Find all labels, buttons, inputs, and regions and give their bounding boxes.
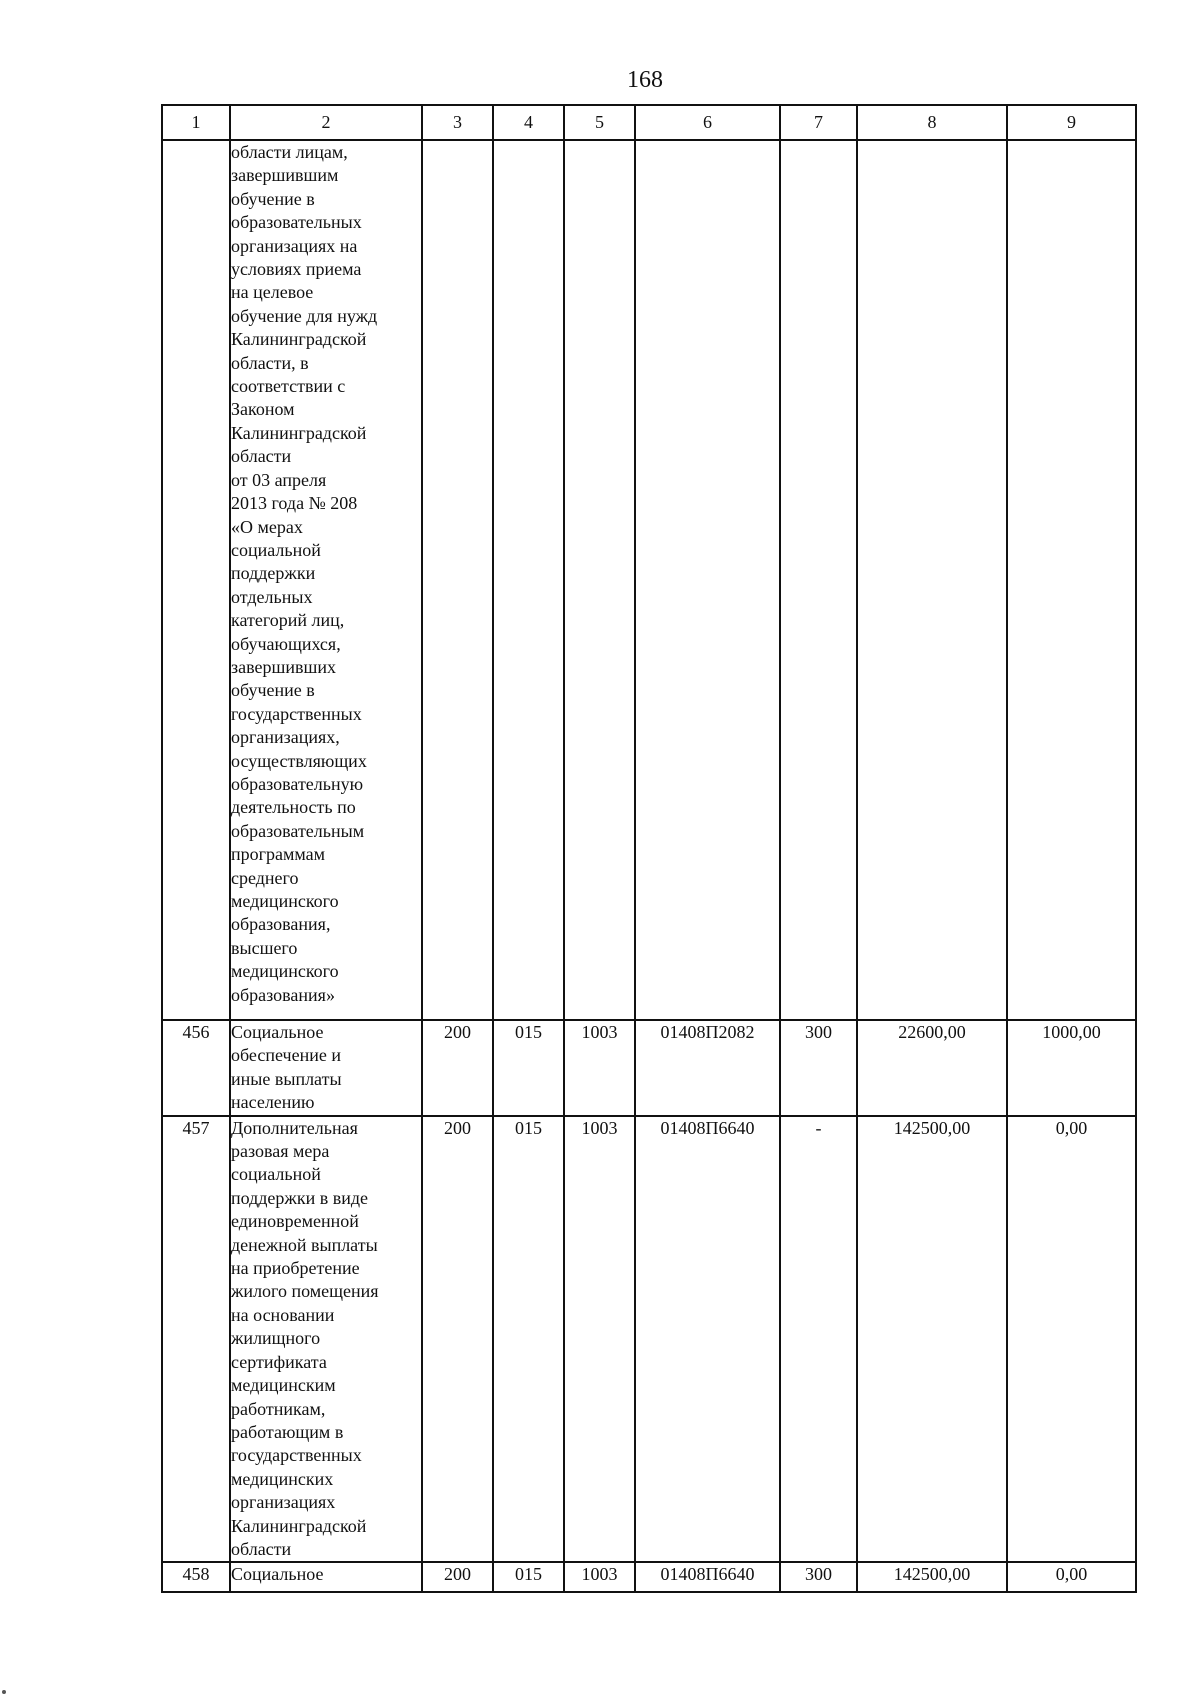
row-number: 457 — [162, 1116, 230, 1563]
table-row — [162, 1116, 1136, 1563]
table-row — [162, 1562, 1136, 1592]
cell-col4: 015 — [493, 1562, 564, 1592]
cell-col8: 22600,00 — [857, 1020, 1007, 1116]
cell-col8: 142500,00 — [857, 1562, 1007, 1592]
scan-speck — [2, 1690, 6, 1694]
cell-col9: 1000,00 — [1007, 1020, 1136, 1116]
cell-col7: - — [780, 1116, 857, 1563]
continuation-text: области лицам, завершившим обучение в образовательных организациях на условиях приема на целевое обучение для нужд Калининградской области, в соответствии с Законом Калининградской области от 03 апреля 2013 года № 208 «О мерах социальной поддержки отдельных категорий лиц, обучающихся, завершивших обучение в государственных организациях, осуществляющих образовательную деятельность по образовательным программам среднего медицинского образования, высшего медицинского образования» — [230, 140, 422, 1020]
row-name: Социальное обеспечение и иные выплаты населению — [230, 1020, 422, 1116]
table-cell — [857, 140, 1007, 1020]
cell-col4: 015 — [493, 1020, 564, 1116]
table-cell — [162, 140, 230, 1020]
table-row-continuation — [162, 140, 1136, 1020]
column-header: 2 — [230, 105, 422, 140]
cell-col3: 200 — [422, 1020, 493, 1116]
row-name: Дополнительная разовая мера социальной поддержки в виде единовременной денежной выплаты на приобретение жилого помещения на основании жилищного сертификата медицинским работникам, работающим в государственных медицинских организациях Калининградской области — [230, 1116, 422, 1563]
column-header: 8 — [857, 105, 1007, 140]
cell-col4: 015 — [493, 1116, 564, 1563]
cell-col5: 1003 — [564, 1020, 635, 1116]
cell-col6: 01408П2082 — [635, 1020, 780, 1116]
column-header: 3 — [422, 105, 493, 140]
row-number: 456 — [162, 1020, 230, 1116]
table-cell — [780, 140, 857, 1020]
table-row — [162, 1020, 1136, 1116]
cell-col7: 300 — [780, 1020, 857, 1116]
cell-col5: 1003 — [564, 1562, 635, 1592]
cell-col3: 200 — [422, 1562, 493, 1592]
column-header: 9 — [1007, 105, 1136, 140]
column-header: 4 — [493, 105, 564, 140]
table-cell — [1007, 140, 1136, 1020]
column-header: 5 — [564, 105, 635, 140]
row-number: 458 — [162, 1562, 230, 1592]
cell-col8: 142500,00 — [857, 1116, 1007, 1563]
table-cell — [635, 140, 780, 1020]
cell-col9: 0,00 — [1007, 1562, 1136, 1592]
column-header: 6 — [635, 105, 780, 140]
cell-col9: 0,00 — [1007, 1116, 1136, 1563]
cell-col6: 01408П6640 — [635, 1116, 780, 1563]
table-cell — [422, 140, 493, 1020]
table-cell — [564, 140, 635, 1020]
cell-col3: 200 — [422, 1116, 493, 1563]
budget-table — [161, 104, 1137, 1593]
column-header: 7 — [780, 105, 857, 140]
column-header: 1 — [162, 105, 230, 140]
table-cell — [493, 140, 564, 1020]
page-number: 168 — [627, 67, 663, 93]
cell-col6: 01408П6640 — [635, 1562, 780, 1592]
row-name: Социальное — [230, 1562, 422, 1592]
cell-col7: 300 — [780, 1562, 857, 1592]
cell-col5: 1003 — [564, 1116, 635, 1563]
header-row — [162, 105, 1136, 140]
